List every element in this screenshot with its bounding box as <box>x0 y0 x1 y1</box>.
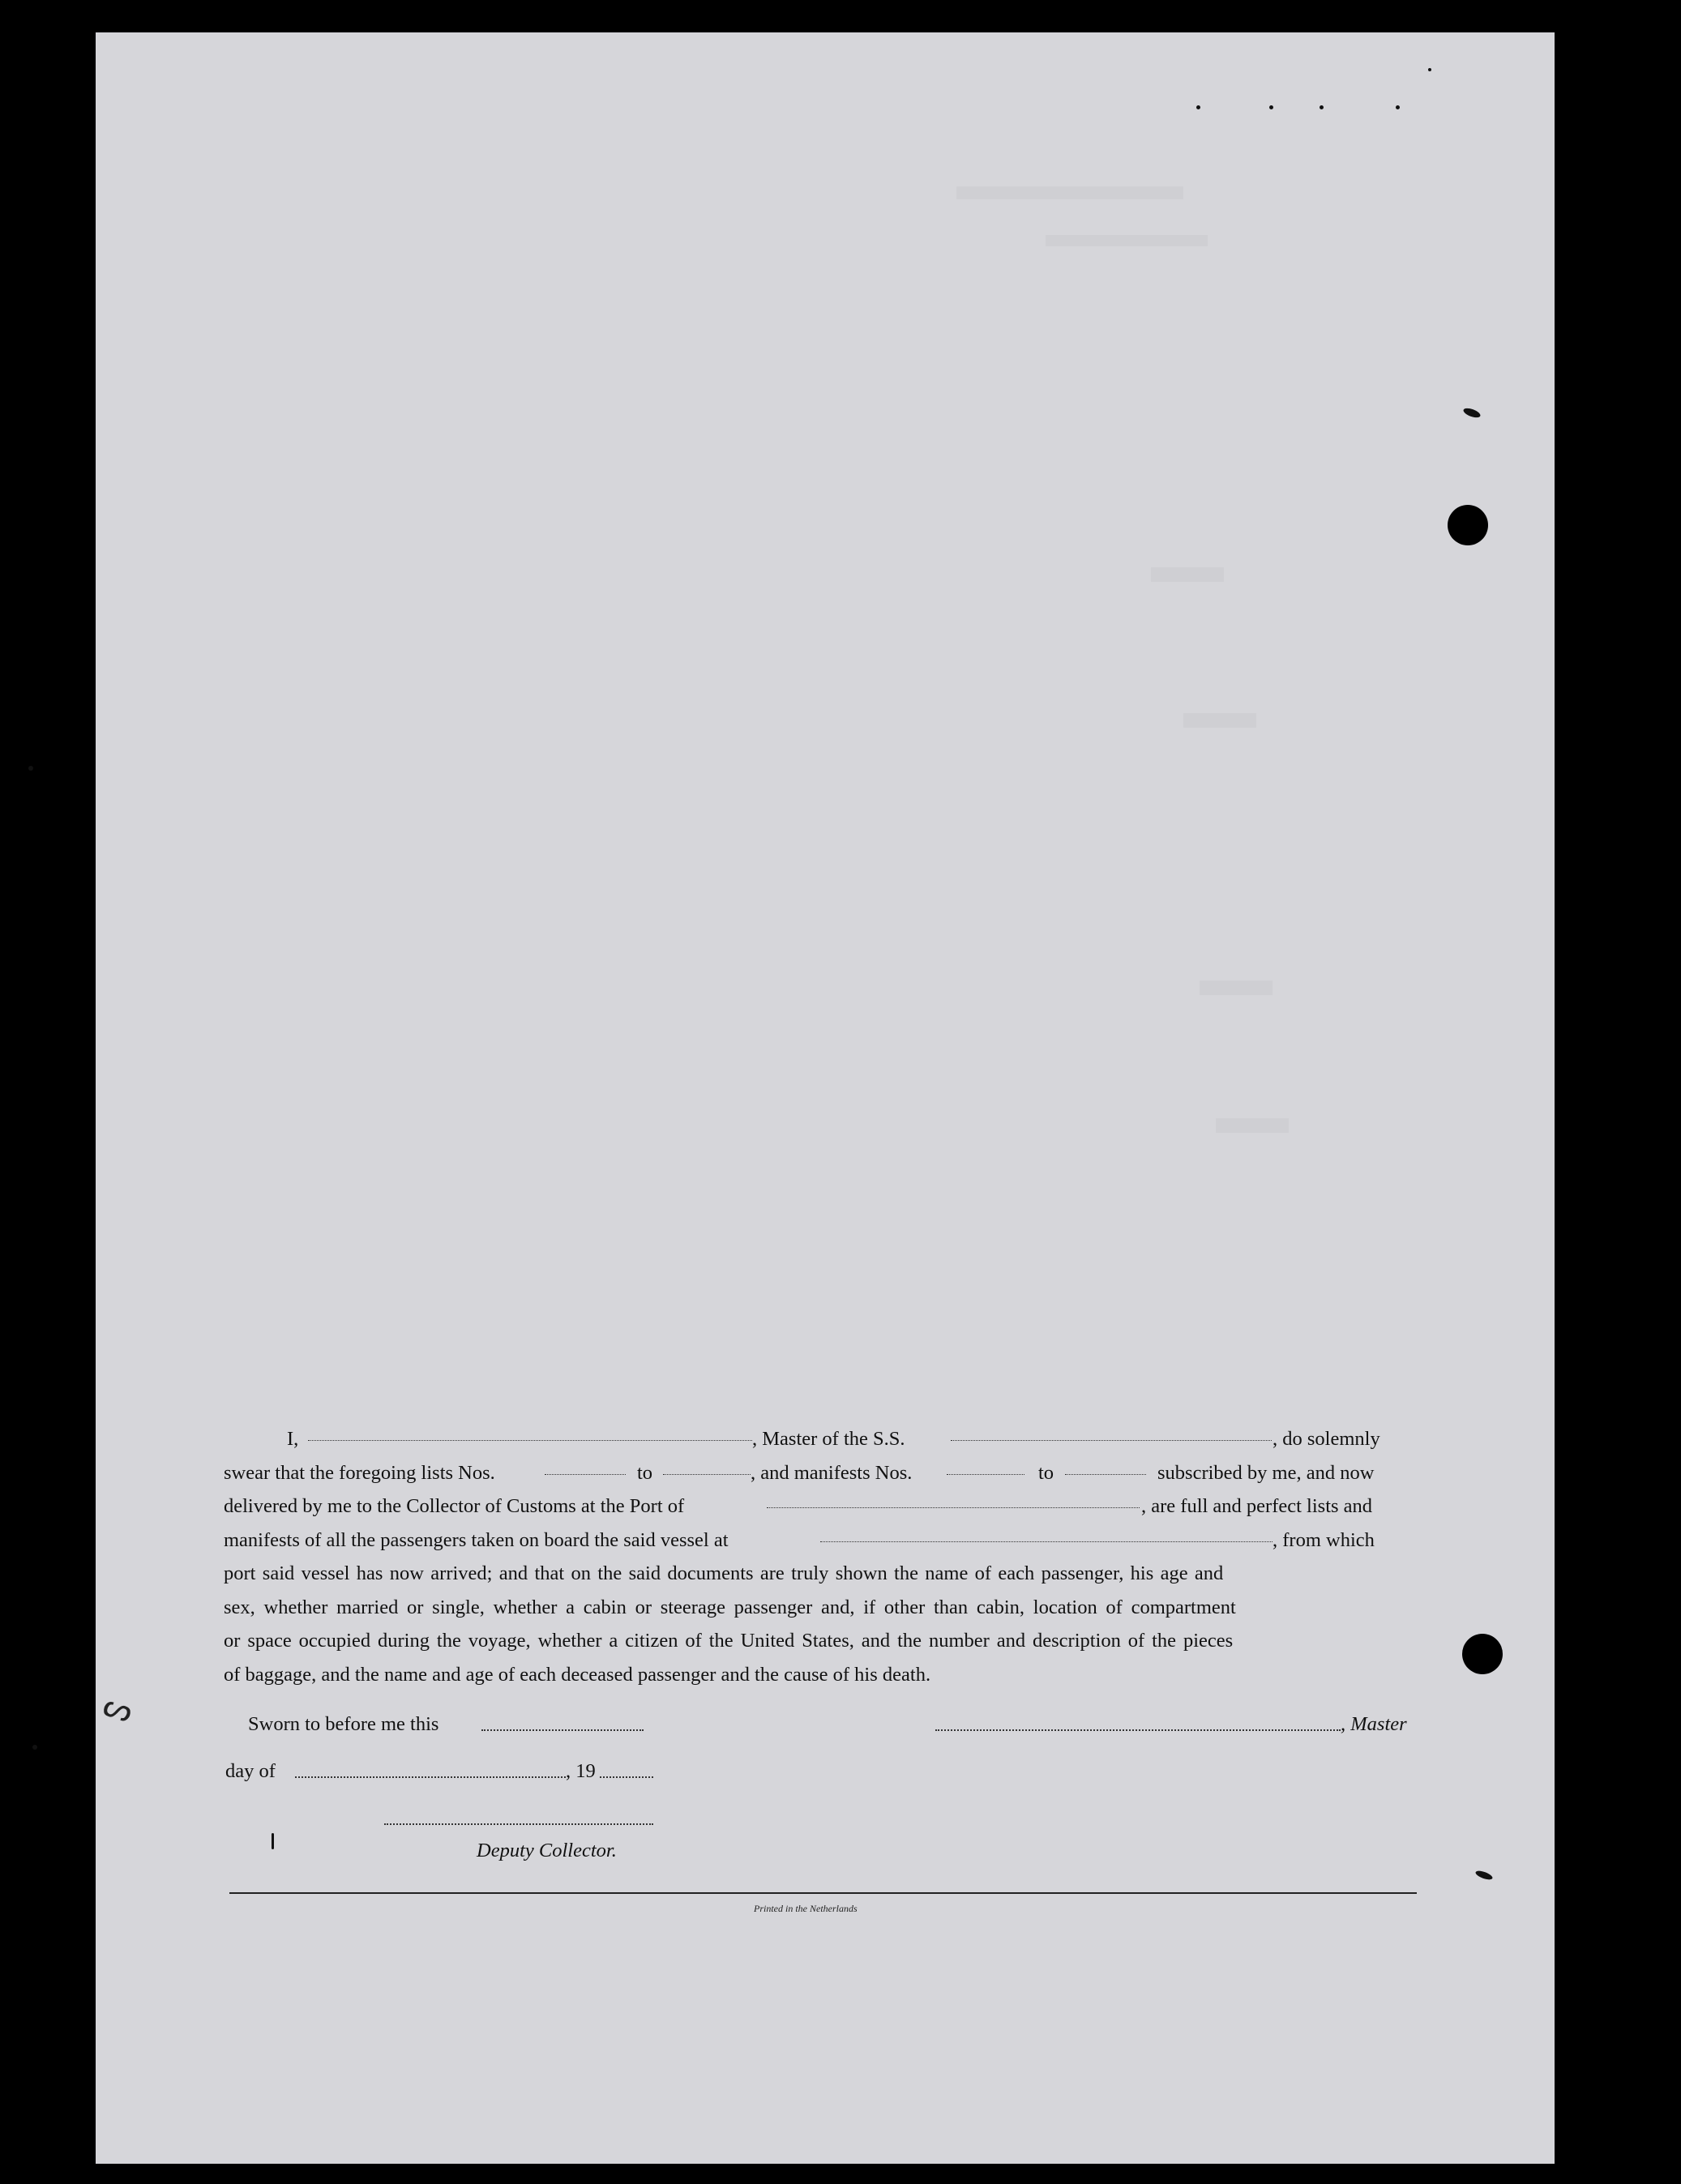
oath-i: I, <box>287 1428 299 1450</box>
departure-port-field[interactable] <box>820 1541 1273 1542</box>
master-name-field[interactable] <box>308 1440 752 1441</box>
printed-in-label: Printed in the Netherlands <box>754 1903 858 1914</box>
bleed-through-mark <box>956 186 1183 199</box>
bleed-through-mark <box>1151 567 1224 582</box>
oath-line-3 <box>224 1489 1418 1524</box>
oath-full-perfect: , are full and perfect lists and <box>1141 1495 1373 1517</box>
day-of-label: day of <box>225 1760 276 1782</box>
oath-manifests-nos: , and manifests Nos. <box>751 1461 913 1484</box>
oath-line-4 <box>224 1524 1418 1558</box>
vessel-name-field[interactable] <box>951 1440 1272 1441</box>
oath-manifests-all: manifests of all the passengers taken on board the said vessel at <box>224 1528 729 1551</box>
master-label: , Master <box>1341 1713 1407 1735</box>
speck-mark <box>272 1833 274 1849</box>
oath-line-1 <box>224 1422 1418 1456</box>
punch-hole-bottom <box>1462 1634 1503 1674</box>
deputy-signature-field[interactable] <box>384 1823 653 1825</box>
oath-text-6: sex, whether married or single, whether a cabin or steerage passenger and, if other than cabin, location of compartment <box>224 1596 1236 1618</box>
sworn-date-field[interactable] <box>481 1729 644 1731</box>
master-signature-field[interactable] <box>935 1729 1341 1731</box>
day-of-field[interactable] <box>295 1776 566 1778</box>
manifests-to-field[interactable] <box>1065 1474 1146 1475</box>
speck-mark <box>1320 105 1324 109</box>
lists-to-field[interactable] <box>663 1474 751 1475</box>
oath-to-1: to <box>637 1461 653 1484</box>
oath-do-solemnly: , do solemnly <box>1273 1428 1380 1450</box>
oath-master-of-ss: , Master of the S.S. <box>752 1428 905 1450</box>
speck-mark <box>1196 105 1200 109</box>
manifests-from-field[interactable] <box>947 1474 1024 1475</box>
oath-delivered: delivered by me to the Collector of Customs at the Port of <box>224 1495 685 1517</box>
oath-line-2 <box>224 1456 1418 1490</box>
year-field[interactable] <box>600 1776 653 1778</box>
oath-line-8 <box>224 1658 1418 1692</box>
speck-mark <box>28 766 33 771</box>
oath-line-5 <box>224 1557 1418 1591</box>
handwritten-mark: ᔕ <box>98 1686 139 1731</box>
oath-text-5: port said vessel has now arrived; and that on the said documents are truly shown the name of each passenger, his age and <box>224 1562 1224 1584</box>
bleed-through-mark <box>1046 235 1208 246</box>
document-page <box>96 32 1555 2164</box>
speck-mark <box>1428 68 1431 71</box>
oath-text-8: of baggage, and the name and age of each deceased passenger and the cause of his death. <box>224 1663 931 1686</box>
oath-to-2: to <box>1038 1461 1054 1484</box>
oath-subscribed: subscribed by me, and now <box>1157 1461 1375 1484</box>
oath-paragraph <box>224 1422 1418 1691</box>
speck-mark <box>1269 105 1273 109</box>
year-prefix: , 19 <box>566 1760 596 1782</box>
speck-mark <box>32 1745 37 1750</box>
punch-hole-top <box>1448 505 1488 545</box>
oath-line-7 <box>224 1624 1418 1658</box>
bleed-through-mark <box>1200 981 1273 995</box>
oath-text-7: or space occupied during the voyage, whether a citizen of the United States, and the number and description of the pieces <box>224 1630 1234 1652</box>
sworn-label: Sworn to before me this <box>248 1713 439 1735</box>
footer-rule <box>229 1892 1417 1894</box>
speck-mark <box>1396 105 1400 109</box>
oath-from-which: , from which <box>1273 1528 1375 1551</box>
bleed-through-mark <box>1183 713 1256 728</box>
bleed-through-mark <box>1216 1118 1289 1133</box>
oath-swear-lists: swear that the foregoing lists Nos. <box>224 1461 495 1484</box>
port-of-field[interactable] <box>767 1507 1140 1508</box>
lists-from-field[interactable] <box>545 1474 626 1475</box>
deputy-collector-label: Deputy Collector. <box>477 1840 617 1861</box>
oath-line-6 <box>224 1591 1418 1625</box>
